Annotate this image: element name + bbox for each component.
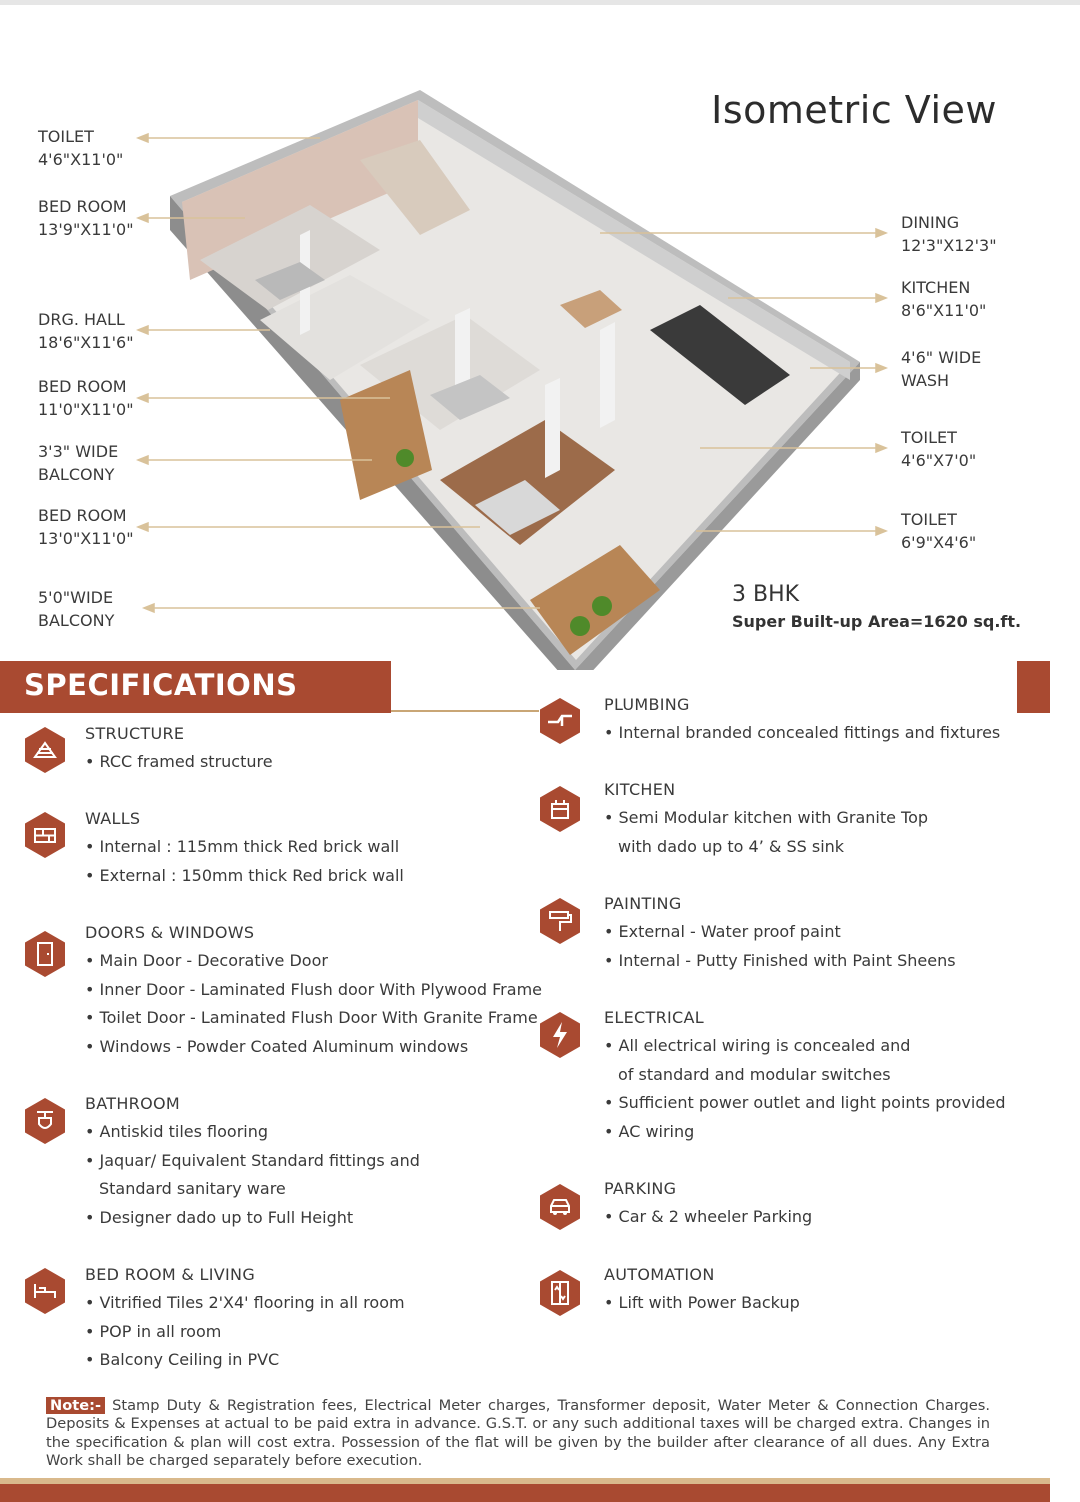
spec-item: • Jaquar/ Equivalent Standard fittings and	[85, 1150, 420, 1170]
label-balcony-1: 3'3" WIDE BALCONY	[38, 442, 119, 484]
spec-structure	[85, 720, 273, 777]
spec-heading: PLUMBING	[604, 695, 690, 714]
spec-item: with dado up to 4’ & SS sink	[618, 836, 845, 856]
spec-item: • Car & 2 wheeler Parking	[604, 1207, 813, 1226]
isometric-floor-plan	[0, 0, 1080, 670]
spec-heading: WALLS	[85, 809, 141, 828]
spec-heading: ELECTRICAL	[604, 1008, 704, 1027]
brick-wall-icon	[25, 812, 65, 858]
plumbing-icon	[540, 698, 580, 744]
spec-item: • Vitrified Tiles 2'X4' flooring in all room	[85, 1293, 405, 1312]
spec-heading: BATHROOM	[85, 1094, 180, 1113]
label-bedroom-2: BED ROOM 11'0"X11'0"	[38, 377, 134, 419]
bed-icon	[25, 1268, 65, 1314]
label-balcony-2: 5'0"WIDE BALCONY	[38, 588, 115, 630]
spec-item: • Internal branded concealed fittings and fixtures	[604, 723, 1001, 742]
spec-automation	[604, 1261, 800, 1318]
spec-item: • AC wiring	[604, 1121, 695, 1141]
label-bedroom-1: BED ROOM 13'9"X11'0"	[38, 197, 134, 239]
label-kitchen: KITCHEN 8'6"X11'0"	[901, 278, 987, 320]
label-toilet-3: TOILET 6'9"X4'6"	[901, 510, 977, 552]
spec-item: • External : 150mm thick Red brick wall	[85, 865, 404, 885]
note-text: Stamp Duty & Registration fees, Electrical Meter charges, Transformer deposit, Water Meter & Connection Charges. Deposits & Expenses at actual to be paid extra in advance. G.S.T. or any such additional taxes will be charged extra. Changes in the specification & plan will cost extra. Possession of the flat will be given by the builder after clearance of all dues. Any Extra Work shall be charged separately before execution.	[46, 1397, 990, 1469]
spec-item: • Internal - Putty Finished with Paint Sheens	[604, 950, 956, 970]
kitchen-icon	[540, 786, 580, 832]
spec-plumbing	[604, 691, 1000, 748]
spec-item: • Internal : 115mm thick Red brick wall	[85, 837, 400, 856]
spec-heading: PARKING	[604, 1179, 677, 1198]
spec-walls	[85, 805, 404, 890]
spec-heading: KITCHEN	[604, 780, 676, 799]
label-dining: DINING 12'3"X12'3"	[901, 213, 997, 255]
spec-item: • Lift with Power Backup	[604, 1293, 800, 1312]
lift-icon	[540, 1270, 580, 1316]
spec-item: of standard and modular switches	[618, 1064, 891, 1084]
spec-heading: DOORS & WINDOWS	[85, 923, 255, 942]
note-tag: Note:-	[46, 1397, 105, 1414]
structure-icon	[25, 727, 65, 773]
specifications-divider	[391, 710, 539, 712]
spec-doors-windows	[85, 919, 542, 1061]
label-toilet-1: TOILET 4'6"X11'0"	[38, 127, 124, 169]
spec-heading: PAINTING	[604, 894, 682, 913]
disclaimer-note	[46, 1397, 990, 1470]
page-title: Isometric View	[711, 88, 997, 132]
label-drawing-hall: DRG. HALL 18'6"X11'6"	[38, 310, 134, 352]
spec-item: • Balcony Ceiling in PVC	[85, 1350, 280, 1369]
footer-red-stripe	[0, 1484, 1050, 1502]
electrical-icon	[540, 1012, 580, 1058]
paint-roller-icon	[540, 898, 580, 944]
spec-item: • Semi Modular kitchen with Granite Top	[604, 808, 929, 827]
spec-heading: AUTOMATION	[604, 1265, 715, 1284]
unit-type: 3 BHK	[732, 582, 800, 607]
spec-item: • Antiskid tiles flooring	[85, 1122, 269, 1141]
spec-item: • External - Water proof paint	[604, 922, 841, 941]
spec-bedroom-living	[85, 1261, 405, 1375]
accent-block	[1017, 661, 1050, 713]
spec-bathroom	[85, 1090, 420, 1232]
spec-painting	[604, 890, 956, 975]
spec-kitchen	[604, 776, 928, 861]
label-toilet-2: TOILET 4'6"X7'0"	[901, 428, 977, 470]
spec-heading: BED ROOM & LIVING	[85, 1265, 256, 1284]
label-wash: 4'6" WIDE WASH	[901, 348, 982, 390]
spec-parking	[604, 1175, 812, 1232]
specifications-title: SPECIFICATIONS	[24, 668, 298, 702]
spec-electrical	[604, 1004, 1005, 1146]
spec-item: • Inner Door - Laminated Flush door With Plywood Frame	[85, 979, 542, 999]
spec-item: • All electrical wiring is concealed and	[604, 1036, 911, 1055]
spec-item: • Main Door - Decorative Door	[85, 951, 328, 970]
super-built-up-area: Super Built-up Area=1620 sq.ft.	[732, 612, 1022, 631]
spec-item: Standard sanitary ware	[99, 1179, 286, 1198]
spec-item: • Designer dado up to Full Height	[85, 1207, 354, 1227]
parking-car-icon	[540, 1184, 580, 1230]
spec-item: • Sufficient power outlet and light points provided	[604, 1093, 1006, 1112]
door-icon	[25, 931, 65, 977]
spec-item: • RCC framed structure	[85, 752, 273, 771]
bathroom-tap-icon	[25, 1098, 65, 1144]
spec-heading: STRUCTURE	[85, 724, 185, 743]
spec-item: • Toilet Door - Laminated Flush Door With Granite Frame	[85, 1008, 538, 1027]
spec-item: • POP in all room	[85, 1321, 222, 1341]
spec-item: • Windows - Powder Coated Aluminum windows	[85, 1036, 469, 1056]
label-bedroom-3: BED ROOM 13'0"X11'0"	[38, 506, 134, 548]
